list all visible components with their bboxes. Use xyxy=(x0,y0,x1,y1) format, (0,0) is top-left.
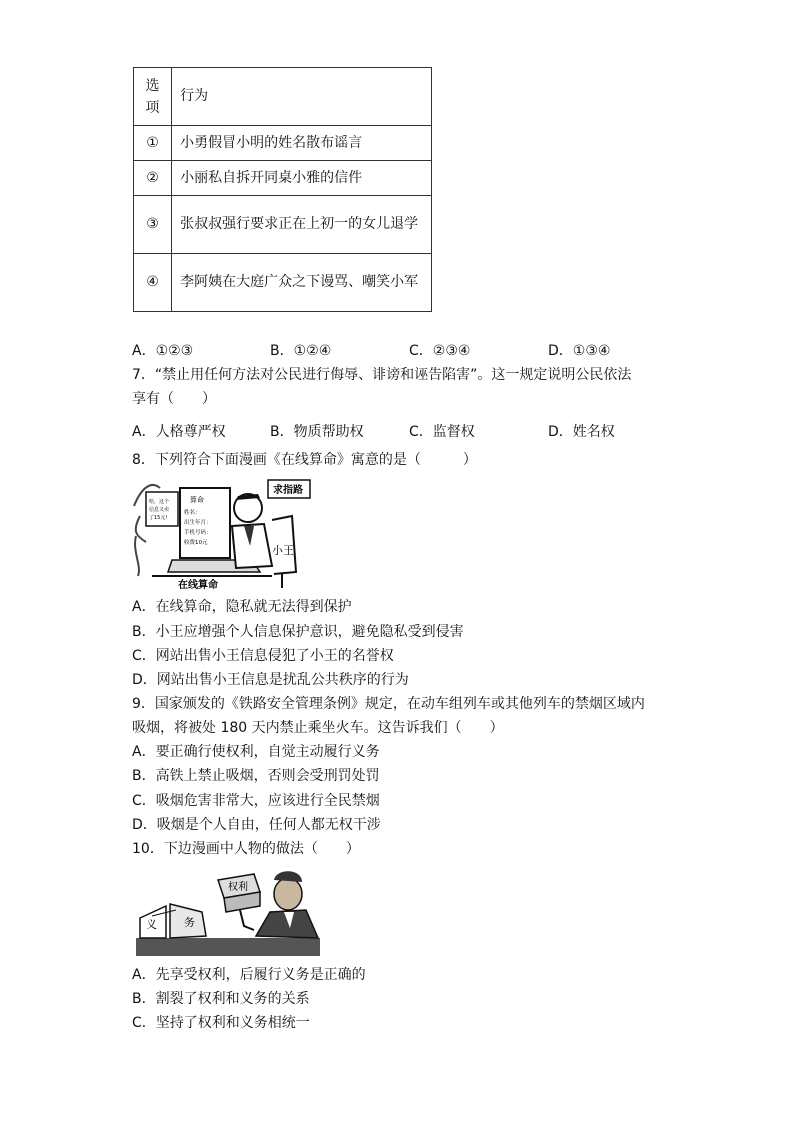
table-header-row xyxy=(134,68,432,126)
duty-label-right: 务 xyxy=(184,916,195,929)
q9-choice-b: B．高铁上禁止吸烟，否则会受刑罚处罚 xyxy=(132,768,380,784)
row-number: ④ xyxy=(134,254,172,312)
screen-title: 算命 xyxy=(190,496,204,504)
q7-choice-a: A．人格尊严权 xyxy=(132,424,226,440)
online-fortune-cartoon xyxy=(132,476,312,594)
q9-choice-c: C．吸烟危害非常大，应该进行全民禁烟 xyxy=(132,793,380,809)
person-head-icon xyxy=(274,878,302,910)
screen-line4: 收费10元 xyxy=(184,540,208,546)
row-text: 小勇假冒小明的姓名散布谣言 xyxy=(172,126,432,161)
q8-choice-a: A．在线算命，隐私就无法得到保护 xyxy=(132,599,352,615)
q10-choice-b: B．割裂了权利和义务的关系 xyxy=(132,991,310,1007)
screen-line2: 出生年月： xyxy=(184,520,212,526)
q9-stem-line2: 吸烟，将被处 180 天内禁止乘坐火车。这告诉我们（ ） xyxy=(132,720,504,736)
q7-choice-c: C．监督权 xyxy=(409,424,475,440)
row-number: ② xyxy=(134,161,172,196)
q8-choice-c: C．网站出售小王信息侵犯了小王的名誉权 xyxy=(132,648,394,664)
header-col1-line2: 项 xyxy=(145,99,160,116)
row-text: 李阿姨在大庭广众之下谩骂、嘲笑小军 xyxy=(172,254,432,312)
row-number: ① xyxy=(134,126,172,161)
q7-stem-line1: 7．“禁止用任何方法对公民进行侮辱、诽谤和诬告陷害”。这一规定说明公民依法 xyxy=(132,367,632,383)
row-text: 张叔叔强行要求正在上初一的女儿退学 xyxy=(172,196,432,254)
chair-label: 小王 xyxy=(272,544,294,557)
row-text: 小丽私自拆开同桌小雅的信件 xyxy=(172,161,432,196)
table-header-option xyxy=(134,68,172,126)
screen-line1: 姓名： xyxy=(184,510,201,516)
q8-choice-d: D．网站出售小王信息是扰乱公共秩序的行为 xyxy=(132,672,409,688)
q7-choice-b: B．物质帮助权 xyxy=(270,424,364,440)
screen-line3: 手机号码： xyxy=(184,530,212,536)
q9-stem-line1: 9．国家颁发的《铁路安全管理条例》规定，在动车组列车或其他列车的禁烟区域内 xyxy=(132,696,645,712)
behavior-table xyxy=(133,67,432,312)
table-row xyxy=(134,126,432,161)
q6-choice-b: B．①②④ xyxy=(270,343,332,359)
header-col1-line1: 选 xyxy=(145,77,160,94)
person-hair-icon xyxy=(274,871,302,882)
hand-icon xyxy=(240,910,254,930)
table-row xyxy=(134,161,432,196)
paper-line1: 哈，这个 xyxy=(149,499,170,505)
row-number: ③ xyxy=(134,196,172,254)
q10-choice-a: A．先享受权利，后履行义务是正确的 xyxy=(132,967,366,983)
q6-choice-d: D．①③④ xyxy=(548,343,611,359)
q9-choice-a: A．要正确行使权利，自觉主动履行义务 xyxy=(132,744,380,760)
paper-line3: 了15元! xyxy=(149,515,168,521)
cartoon-caption: 在线算命 xyxy=(178,580,218,591)
bubble-text: 求指路 xyxy=(273,485,303,496)
q7-choice-d: D．姓名权 xyxy=(548,424,615,440)
q8-choice-b: B．小王应增强个人信息保护意识，避免隐私受到侵害 xyxy=(132,624,464,640)
table-row xyxy=(134,196,432,254)
rights-duties-cartoon xyxy=(136,866,320,956)
table-header-behavior: 行为 xyxy=(172,68,432,126)
q10-choice-c: C．坚持了权利和义务相统一 xyxy=(132,1015,310,1031)
ground-shadow xyxy=(136,938,320,956)
rights-box-label: 权利 xyxy=(228,882,248,893)
q6-choice-c: C．②③④ xyxy=(409,343,471,359)
q9-choice-d: D．吸烟是个人自由，任何人都无权干涉 xyxy=(132,817,381,833)
q10-stem: 10．下边漫画中人物的做法（ ） xyxy=(132,841,360,857)
table-row xyxy=(134,254,432,312)
q6-choice-a: A．①②③ xyxy=(132,343,194,359)
paper-line2: 信息又卖 xyxy=(149,507,170,513)
duty-label-left: 义 xyxy=(146,918,157,931)
q7-stem-line2: 享有（ ） xyxy=(132,391,216,407)
q8-stem: 8．下列符合下面漫画《在线算命》寓意的是（ ） xyxy=(132,452,477,468)
